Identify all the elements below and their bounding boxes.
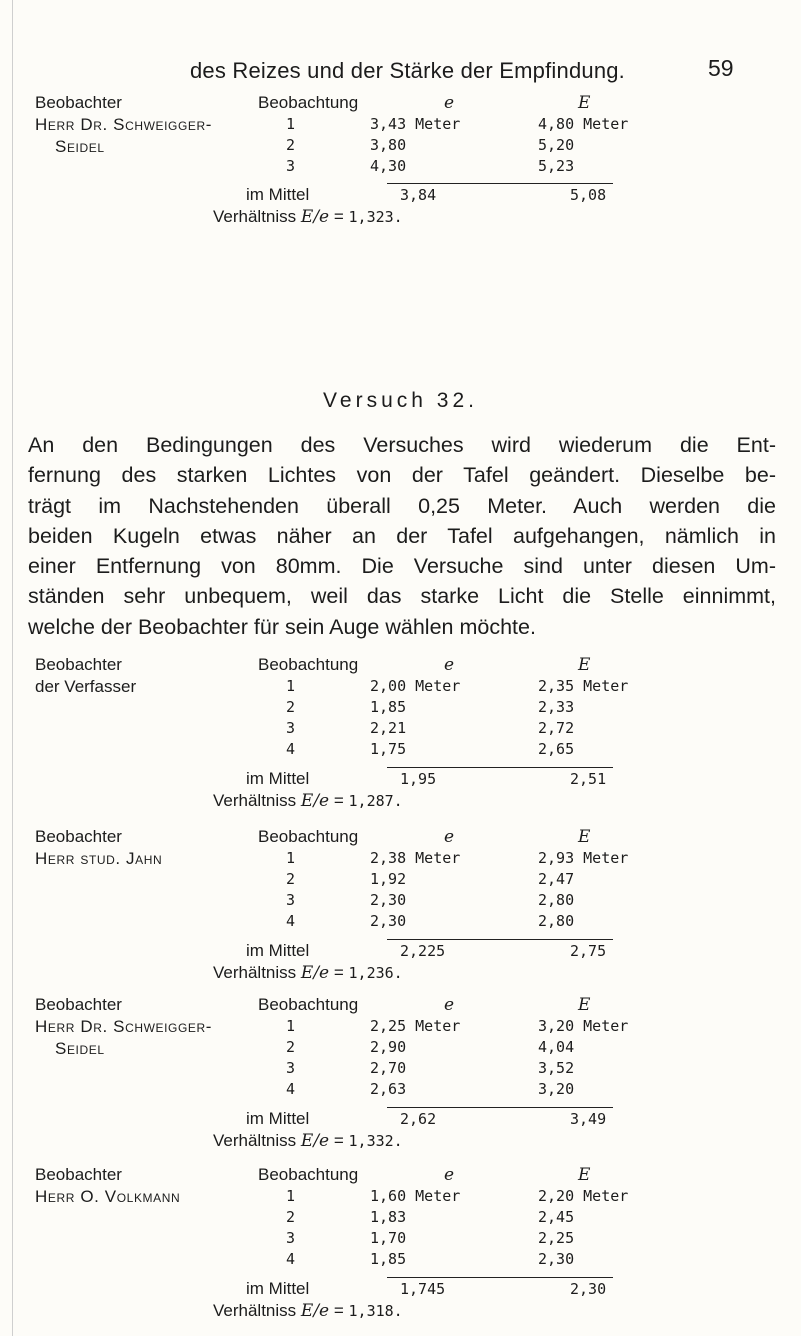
- observer-name: Herr stud. Jahn: [35, 849, 163, 868]
- observation-number: 3: [286, 1229, 296, 1247]
- ratio-line: [213, 962, 403, 984]
- observer-label: Beobachter: [35, 93, 122, 112]
- ratio-prefix: Verhältniss: [213, 963, 297, 982]
- e-value: 4,30: [370, 157, 407, 175]
- observation-number: 4: [286, 1250, 296, 1268]
- ratio-line: [213, 790, 403, 812]
- ratio-line: [213, 1300, 403, 1322]
- mean-E-value: 2,51: [570, 770, 607, 788]
- observation-number: 1: [286, 1187, 296, 1205]
- table-row: [0, 1249, 801, 1270]
- table-row: [0, 1207, 801, 1228]
- mean-label: im Mittel: [246, 941, 310, 960]
- table-row: [0, 1186, 801, 1207]
- observation-number: 4: [286, 912, 296, 930]
- observer-name: Herr Dr. Schweigger-: [35, 115, 213, 134]
- ratio-prefix: Verhältniss: [213, 1301, 297, 1320]
- E-value: 2,93 Meter: [538, 849, 629, 867]
- e-value: 2,70: [370, 1059, 407, 1077]
- e-value: 2,90: [370, 1038, 407, 1056]
- section-title: Versuch 32.: [323, 389, 478, 412]
- e-value: 1,85: [370, 698, 407, 716]
- E-value: 2,45: [538, 1208, 575, 1226]
- observation-header: Beobachtung: [258, 1165, 359, 1184]
- E-value: 2,30: [538, 1250, 575, 1268]
- observation-number: 2: [286, 698, 296, 716]
- table-row: [0, 135, 801, 156]
- observation-number: 3: [286, 157, 296, 175]
- e-column-header: e: [444, 93, 455, 113]
- E-value: 2,33: [538, 698, 575, 716]
- ratio-formula: E/e: [300, 207, 330, 227]
- ratio-formula: E/e: [300, 791, 330, 811]
- paragraph-line: einer Entfernung von 80mm. Die Versuche sind unter diesen Um-: [28, 554, 776, 579]
- ratio-formula: E/e: [300, 963, 330, 983]
- table-row: [0, 676, 801, 697]
- observation-header: Beobachtung: [258, 655, 359, 674]
- e-value: 2,30: [370, 891, 407, 909]
- e-value: 1,60 Meter: [370, 1187, 461, 1205]
- E-value: 3,20: [538, 1080, 575, 1098]
- e-value: 3,80: [370, 136, 407, 154]
- table-row: [0, 1037, 801, 1058]
- table-row: [0, 869, 801, 890]
- page-gutter-edge: [12, 0, 13, 1336]
- ratio-value: 1,287.: [348, 792, 403, 810]
- mean-e-value: 1,95: [400, 770, 437, 788]
- ratio-value: 1,318.: [348, 1302, 403, 1320]
- e-value: 2,63: [370, 1080, 407, 1098]
- e-column-header: e: [444, 655, 455, 675]
- E-value: 2,80: [538, 891, 575, 909]
- e-column-header: e: [444, 1165, 455, 1185]
- paragraph-line: welche der Beobachter für sein Auge wählen möchte.: [28, 614, 536, 639]
- ratio-equals: =: [333, 791, 344, 810]
- E-value: 2,47: [538, 870, 575, 888]
- E-value: 5,23: [538, 157, 575, 175]
- E-value: 2,80: [538, 912, 575, 930]
- paragraph-line: An den Bedingungen des Versuches wird wiederum die Ent-: [28, 433, 776, 457]
- E-value: 4,80 Meter: [538, 115, 629, 133]
- ratio-prefix: Verhältniss: [213, 791, 297, 810]
- observation-header: Beobachtung: [258, 995, 359, 1014]
- E-value: 3,20 Meter: [538, 1017, 629, 1035]
- e-value: 2,21: [370, 719, 407, 737]
- mean-e-value: 3,84: [400, 186, 437, 204]
- ratio-equals: =: [333, 963, 344, 982]
- mean-label: im Mittel: [246, 1279, 310, 1298]
- ratio-line: [213, 1130, 403, 1152]
- mean-e-value: 2,62: [400, 1110, 437, 1128]
- E-column-header: E: [578, 1165, 591, 1185]
- observation-number: 2: [286, 1208, 296, 1226]
- e-value: 1,83: [370, 1208, 407, 1226]
- table-row: [0, 114, 801, 135]
- table-row: [0, 739, 801, 760]
- mean-label: im Mittel: [246, 185, 310, 204]
- observation-number: 2: [286, 1038, 296, 1056]
- observer-label: Beobachter: [35, 995, 122, 1014]
- observation-header: Beobachtung: [258, 827, 359, 846]
- E-value: 2,25: [538, 1229, 575, 1247]
- e-value: 2,25 Meter: [370, 1017, 461, 1035]
- ratio-line: [213, 206, 403, 228]
- ratio-equals: =: [333, 207, 344, 226]
- observation-header: Beobachtung: [258, 93, 359, 112]
- table-row: [0, 848, 801, 869]
- e-column-header: e: [444, 827, 455, 847]
- ratio-equals: =: [333, 1301, 344, 1320]
- e-value: 2,30: [370, 912, 407, 930]
- observer-label: Beobachter: [35, 1165, 122, 1184]
- table-row: [0, 718, 801, 739]
- table-row: [0, 1058, 801, 1079]
- observer-name: Herr O. Volkmann: [35, 1187, 181, 1206]
- observation-number: 1: [286, 677, 296, 695]
- E-column-header: E: [578, 995, 591, 1015]
- table-row: [0, 890, 801, 911]
- e-value: 1,85: [370, 1250, 407, 1268]
- observation-number: 4: [286, 1080, 296, 1098]
- E-value: 3,52: [538, 1059, 575, 1077]
- mean-E-value: 2,75: [570, 942, 607, 960]
- mean-e-value: 2,225: [400, 942, 446, 960]
- ratio-prefix: Verhältniss: [213, 1131, 297, 1150]
- table-row: [0, 697, 801, 718]
- observation-number: 3: [286, 719, 296, 737]
- page-number: 59: [708, 55, 734, 81]
- body-paragraph: [28, 430, 776, 642]
- table-row: [0, 911, 801, 932]
- ratio-prefix: Verhältniss: [213, 207, 297, 226]
- E-column-header: E: [578, 827, 591, 847]
- e-value: 2,00 Meter: [370, 677, 461, 695]
- E-column-header: E: [578, 93, 591, 113]
- observation-number: 2: [286, 136, 296, 154]
- e-value: 1,75: [370, 740, 407, 758]
- observer-name: Herr Dr. Schweigger-: [35, 1017, 213, 1036]
- table-row: [0, 156, 801, 177]
- e-value: 1,70: [370, 1229, 407, 1247]
- e-value: 2,38 Meter: [370, 849, 461, 867]
- mean-E-value: 3,49: [570, 1110, 607, 1128]
- observation-number: 1: [286, 115, 296, 133]
- observer-label: Beobachter: [35, 655, 122, 674]
- paragraph-line: fernung des starken Lichtes von der Tafel geändert. Dieselbe be-: [28, 463, 776, 488]
- table-row: [0, 1228, 801, 1249]
- ratio-equals: =: [333, 1131, 344, 1150]
- E-column-header: E: [578, 655, 591, 675]
- table-row: [0, 1079, 801, 1100]
- E-value: 2,35 Meter: [538, 677, 629, 695]
- E-value: 2,65: [538, 740, 575, 758]
- observation-number: 4: [286, 740, 296, 758]
- observation-number: 2: [286, 870, 296, 888]
- observer-label: Beobachter: [35, 827, 122, 846]
- mean-label: im Mittel: [246, 1109, 310, 1128]
- observation-number: 1: [286, 1017, 296, 1035]
- ratio-formula: E/e: [300, 1131, 330, 1151]
- running-head: des Reizes und der Stärke der Empfindung.: [190, 58, 625, 83]
- observer-name-cont: Seidel: [55, 137, 105, 156]
- ratio-formula: E/e: [300, 1301, 330, 1321]
- observer-name: Seidel: [55, 1039, 105, 1058]
- observer-name: der Verfasser: [35, 677, 137, 696]
- E-value: 5,20: [538, 136, 575, 154]
- ratio-value: 1,236.: [348, 964, 403, 982]
- e-value: 3,43 Meter: [370, 115, 461, 133]
- paragraph-line: trägt im Nachstehenden überall 0,25 Meter. Auch werden die: [28, 493, 776, 518]
- mean-e-value: 1,745: [400, 1280, 446, 1298]
- table-row: [0, 1016, 801, 1037]
- paragraph-line: beiden Kugeln etwas näher an der Tafel aufgehangen, nämlich in: [28, 523, 776, 548]
- mean-E-value: 2,30: [570, 1280, 607, 1298]
- ratio-value: 1,332.: [348, 1132, 403, 1150]
- observation-number: 3: [286, 891, 296, 909]
- e-value: 1,92: [370, 870, 407, 888]
- observation-number: 3: [286, 1059, 296, 1077]
- observation-number: 1: [286, 849, 296, 867]
- E-value: 2,20 Meter: [538, 1187, 629, 1205]
- mean-label: im Mittel: [246, 769, 310, 788]
- E-value: 4,04: [538, 1038, 575, 1056]
- e-column-header: e: [444, 995, 455, 1015]
- ratio-value: 1,323.: [348, 208, 403, 226]
- paragraph-line: ständen sehr unbequem, weil das starke Licht die Stelle einnimmt,: [28, 584, 776, 609]
- mean-E-value: 5,08: [570, 186, 607, 204]
- E-value: 2,72: [538, 719, 575, 737]
